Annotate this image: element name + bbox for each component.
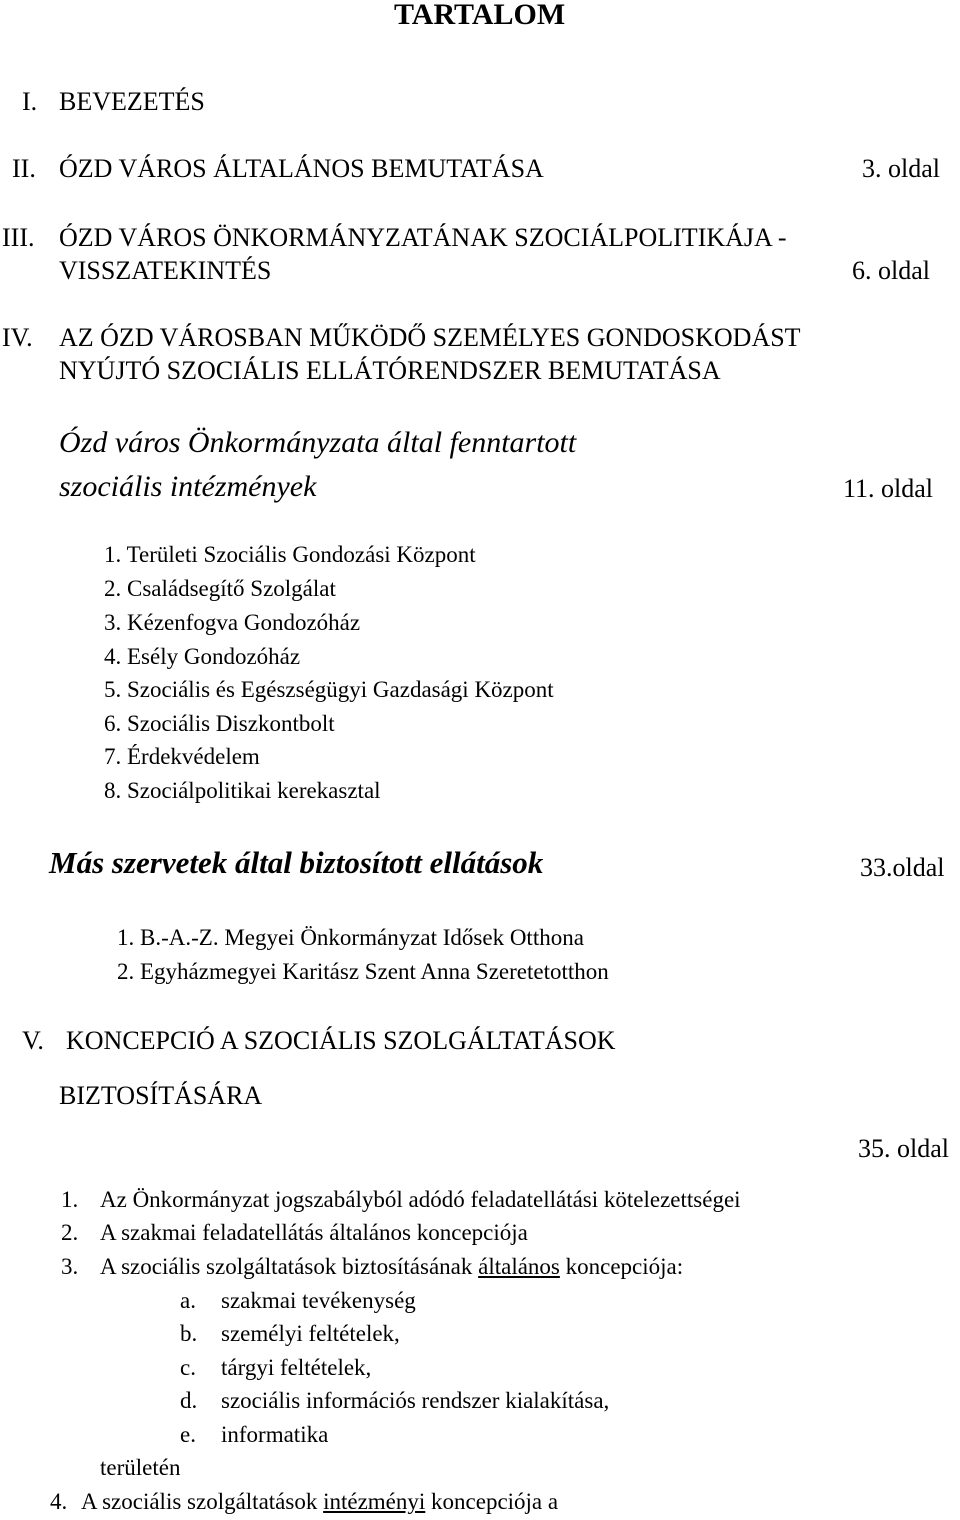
section-4-title-line2: NYÚJTÓ SZOCIÁLIS ELLÁTÓRENDSZER BEMUTATÁSA	[59, 356, 721, 385]
v-item-1-number: 1.	[61, 1187, 79, 1212]
v3-sub-letter: d.	[180, 1388, 198, 1413]
section-3-title-line1: ÓZD VÁROS ÖNKORMÁNYZATÁNAK SZOCIÁLPOLITIKÁJA -	[59, 223, 787, 252]
subsection-onk-line1: Ózd város Önkormányzata által fenntartott	[59, 426, 577, 459]
onk-list-item: 6. Szociális Diszkontbolt	[104, 711, 335, 736]
v3-sub-text: szociális információs rendszer kialakítása,	[221, 1388, 610, 1413]
onk-list-item: 1. Területi Szociális Gondozási Központ	[104, 542, 476, 567]
subsection-onk-page: 11. oldal	[843, 474, 934, 503]
subsection-mas-page: 33.oldal	[860, 853, 945, 882]
section-2-page: 3. oldal	[862, 154, 940, 183]
onk-list-item: 3. Kézenfogva Gondozóház	[104, 610, 361, 635]
section-4-title-line1: AZ ÓZD VÁROSBAN MŰKÖDŐ SZEMÉLYES GONDOSKODÁST	[59, 323, 801, 352]
section-4-number: IV.	[2, 323, 33, 352]
section-2-title: ÓZD VÁROS ÁLTALÁNOS BEMUTATÁSA	[59, 154, 544, 183]
v-item-4-number: 4.	[50, 1489, 68, 1514]
onk-list-item: 7. Érdekvédelem	[104, 744, 260, 769]
v3-sub-text: informatika	[221, 1422, 329, 1447]
section-5-title-line2: BIZTOSÍTÁSÁRA	[59, 1081, 263, 1110]
v3-sub-letter: e.	[180, 1422, 196, 1447]
v-item-2-text: A szakmai feladatellátás általános koncepciója	[100, 1220, 528, 1245]
page-title: TARTALOM	[394, 0, 566, 31]
v-item-1-text: Az Önkormányzat jogszabályból adódó feladatellátási kötelezettségei	[100, 1187, 741, 1212]
section-3-title-line2: VISSZATEKINTÉS	[59, 256, 272, 285]
mas-list-item: 2. Egyházmegyei Karitász Szent Anna Szeretetotthon	[117, 959, 609, 984]
underlined-word: intézményi	[323, 1489, 426, 1514]
v-item-2-number: 2.	[61, 1220, 79, 1245]
section-2-number: II.	[12, 154, 36, 183]
onk-list-item: 8. Szociálpolitikai kerekasztal	[104, 778, 381, 803]
subsection-mas-title: Más szervetek által biztosított ellátások	[49, 845, 544, 880]
section-5-page: 35. oldal	[858, 1134, 949, 1163]
v-item-4-text: A szociális szolgáltatások intézményi koncepciója a	[81, 1489, 559, 1514]
v3-sub-letter: c.	[180, 1355, 196, 1380]
v3-sub-text: személyi feltételek,	[221, 1321, 400, 1346]
section-3-number: III.	[2, 223, 35, 252]
onk-list-item: 5. Szociális és Egészségügyi Gazdasági Központ	[104, 677, 554, 702]
onk-list-item: 4. Esély Gondozóház	[104, 644, 301, 669]
v3-sub-letter: a.	[180, 1288, 196, 1313]
v-item-3-number: 3.	[61, 1254, 79, 1279]
v3-trailing-text: területén	[100, 1455, 181, 1480]
section-3-page: 6. oldal	[852, 256, 930, 285]
section-1-title: BEVEZETÉS	[59, 87, 205, 116]
v-item-3-text: A szociális szolgáltatások biztosításának általános koncepciója:	[100, 1254, 684, 1279]
section-1-number: I.	[22, 87, 38, 116]
mas-list-item: 1. B.-A.-Z. Megyei Önkormányzat Idősek Otthona	[117, 925, 584, 950]
v3-sub-text: szakmai tevékenység	[221, 1288, 416, 1313]
section-5-title-line1: KONCEPCIÓ A SZOCIÁLIS SZOLGÁLTATÁSOK	[66, 1026, 616, 1055]
v3-sub-text: tárgyi feltételek,	[221, 1355, 372, 1380]
underlined-word: általános	[478, 1254, 560, 1279]
section-5-number: V.	[22, 1026, 44, 1055]
v3-sub-letter: b.	[180, 1321, 198, 1346]
onk-list-item: 2. Családsegítő Szolgálat	[104, 576, 336, 601]
subsection-onk-line2: szociális intézmények	[59, 470, 317, 503]
